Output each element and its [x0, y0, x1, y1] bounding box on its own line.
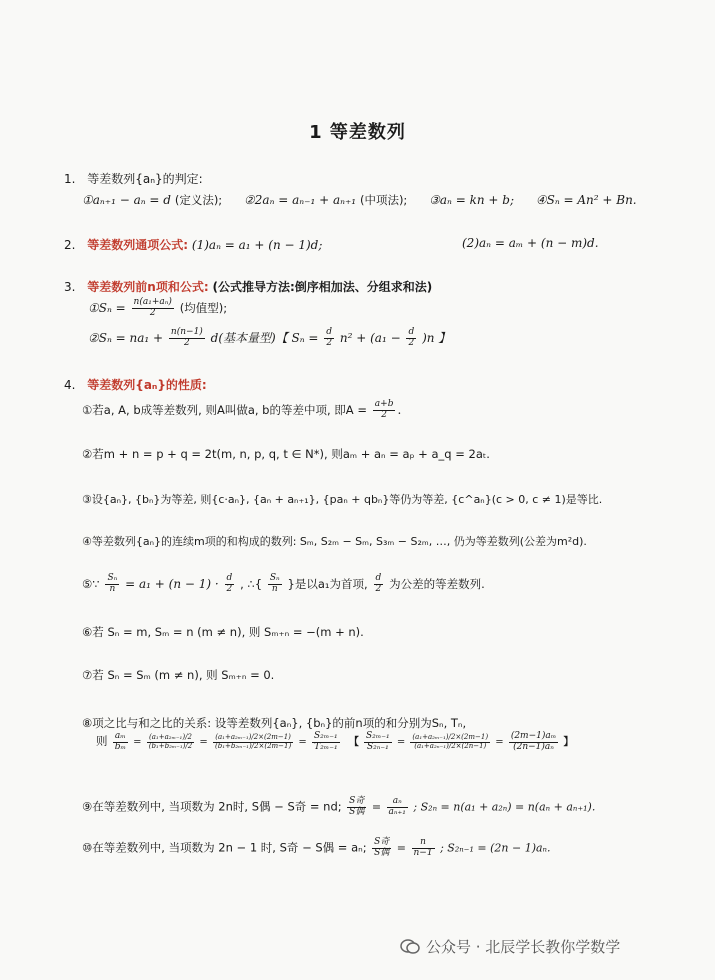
item-quadratic: ④Sₙ = An² + Bn. [535, 193, 637, 207]
property-1: ①若a, A, b成等差数列, 则A叫做a, b的等差中项, 即A = $\frac{a+b}{2}$ . [82, 399, 402, 420]
section-1-heading [64, 170, 203, 187]
section-title: 等差数列前n项和公式: [87, 280, 209, 294]
section-title: 等差数列{aₙ}的性质: [87, 378, 207, 392]
formula-general-2: (2)aₙ = aₘ + (n − m)d. [462, 236, 599, 250]
section-2-heading [64, 236, 322, 253]
item-tag: (定义法); [174, 193, 223, 207]
property-8-ratio: 则 $\frac{\text{aₘ}}{\text{bₘ}}$ = $\frac{\text{(a₁+a₂ₘ₋₁)/2}}{\text{(b₁+b₂ₘ₋₁)/2}}$ = $\frac{\text{(a₁+a₂ₘ₋₁)/2×(2m−1)}}{\text{(b₁+b₂ₘ₋₁)/2×(2m−1)}}$ = $\frac{\text{S₂ₘ₋₁}}{\text{T₂ₘ₋₁}}$ 【 $\frac{\text{S₂ₘ₋₁}}{\text{S₂ₙ₋₁}}$ = $\frac{\text{(a₁+a₂ₘ₋₁)/2×(2m−1)}}{\text{(a₁+a₂ₙ₋₁)/2×(2n−1)}}$ = $\frac{\text{(2m−1)aₘ}}{\text{(2n−1)aₙ}}$ 】 [96, 731, 574, 752]
item-linear: ③aₙ = kn + b; [429, 193, 515, 207]
item-midterm: ②2aₙ = aₙ₋₁ + aₙ₊₁ [244, 193, 357, 207]
section-number: 2. [64, 238, 76, 252]
sum-formula-basic: ②Sₙ = na₁ + $\frac{n(n-1)}{2}$ d(基本量型)【 Sₙ = $\frac{d}{2}$ n² + (a₁ − $\frac{d}{2}$ )n 】 [88, 327, 451, 348]
watermark-text: 公众号 · 北辰学长教你学数学 [426, 938, 621, 956]
section-number: 1. [64, 172, 76, 186]
section-title: 等差数列通项公式: [87, 238, 189, 252]
section-number: 4. [64, 378, 76, 392]
section-3-heading [64, 278, 432, 295]
property-2: ②若m + n = p + q = 2t(m, n, p, q, t ∈ N*), 则aₘ + aₙ = aₚ + a_q = 2aₜ. [82, 447, 490, 461]
property-9: ⑨在等差数列中, 当项数为 2n时, S偶 − S奇 = nd; $\frac{\text{S奇}}{\text{S偶}}$ = $\frac{\text{aₙ}}{\text{aₙ₊₁}}$ ; S₂ₙ = n(a₁ + a₂ₙ) = n(aₙ + aₙ₊₁). [82, 796, 596, 817]
formula-general-1: (1)aₙ = a₁ + (n − 1)d; [191, 238, 323, 252]
item-definition: ①aₙ₊₁ − aₙ = d [82, 193, 171, 207]
sum-formula-mean: ①Sₙ = $\frac{\text{n(a₁+aₙ)}}{2}$ (均值型); [88, 297, 228, 318]
section-note: (公式推导方法:倒序相加法、分组求和法) [212, 280, 433, 294]
section-title: 等差数列{aₙ}的判定: [87, 172, 203, 186]
wechat-icon [400, 939, 420, 955]
watermark [400, 936, 620, 957]
property-7: ⑦若 Sₙ = Sₘ (m ≠ n), 则 Sₘ₊ₙ = 0. [82, 668, 275, 682]
item-tag: (中项法); [359, 193, 408, 207]
property-6: ⑥若 Sₙ = m, Sₘ = n (m ≠ n), 则 Sₘ₊ₙ = −(m + n). [82, 625, 364, 639]
section-1-items [82, 192, 637, 208]
property-3: ③设{aₙ}, {bₙ}为等差, 则{c·aₙ}, {aₙ + aₙ₊₁}, {paₙ + qbₙ}等仍为等差, {c^aₙ}(c > 0, c ≠ 1)是等比. [82, 493, 603, 506]
section-4-heading [64, 376, 207, 393]
section-number: 3. [64, 280, 76, 294]
page-title: 1 等差数列 [309, 122, 406, 143]
property-10: ⑩在等差数列中, 当项数为 2n − 1 时, S奇 − S偶 = aₙ; $\frac{\text{S奇}}{\text{S偶}}$ = $\frac{n}{n-1}$ ; S₂ₙ₋₁ = (2n − 1)aₙ. [82, 837, 551, 858]
property-4: ④等差数列{aₙ}的连续m项的和构成的数列: Sₘ, S₂ₘ − Sₘ, S₃ₘ − S₂ₘ, …, 仍为等差数列(公差为m²d). [82, 535, 587, 548]
property-5: ⑤∵ $\frac{\text{Sₙ}}{n}$ = a₁ + (n − 1) · $\frac{d}{2}$ , ∴{ $\frac{\text{Sₙ}}{n}$ }是以a₁为首项, $\frac{d}{2}$ 为公差的等差数列. [82, 573, 485, 594]
property-8-heading: ⑧项之比与和之比的关系: 设等差数列{aₙ}, {bₙ}的前n项的和分别为Sₙ, Tₙ, [82, 716, 467, 730]
